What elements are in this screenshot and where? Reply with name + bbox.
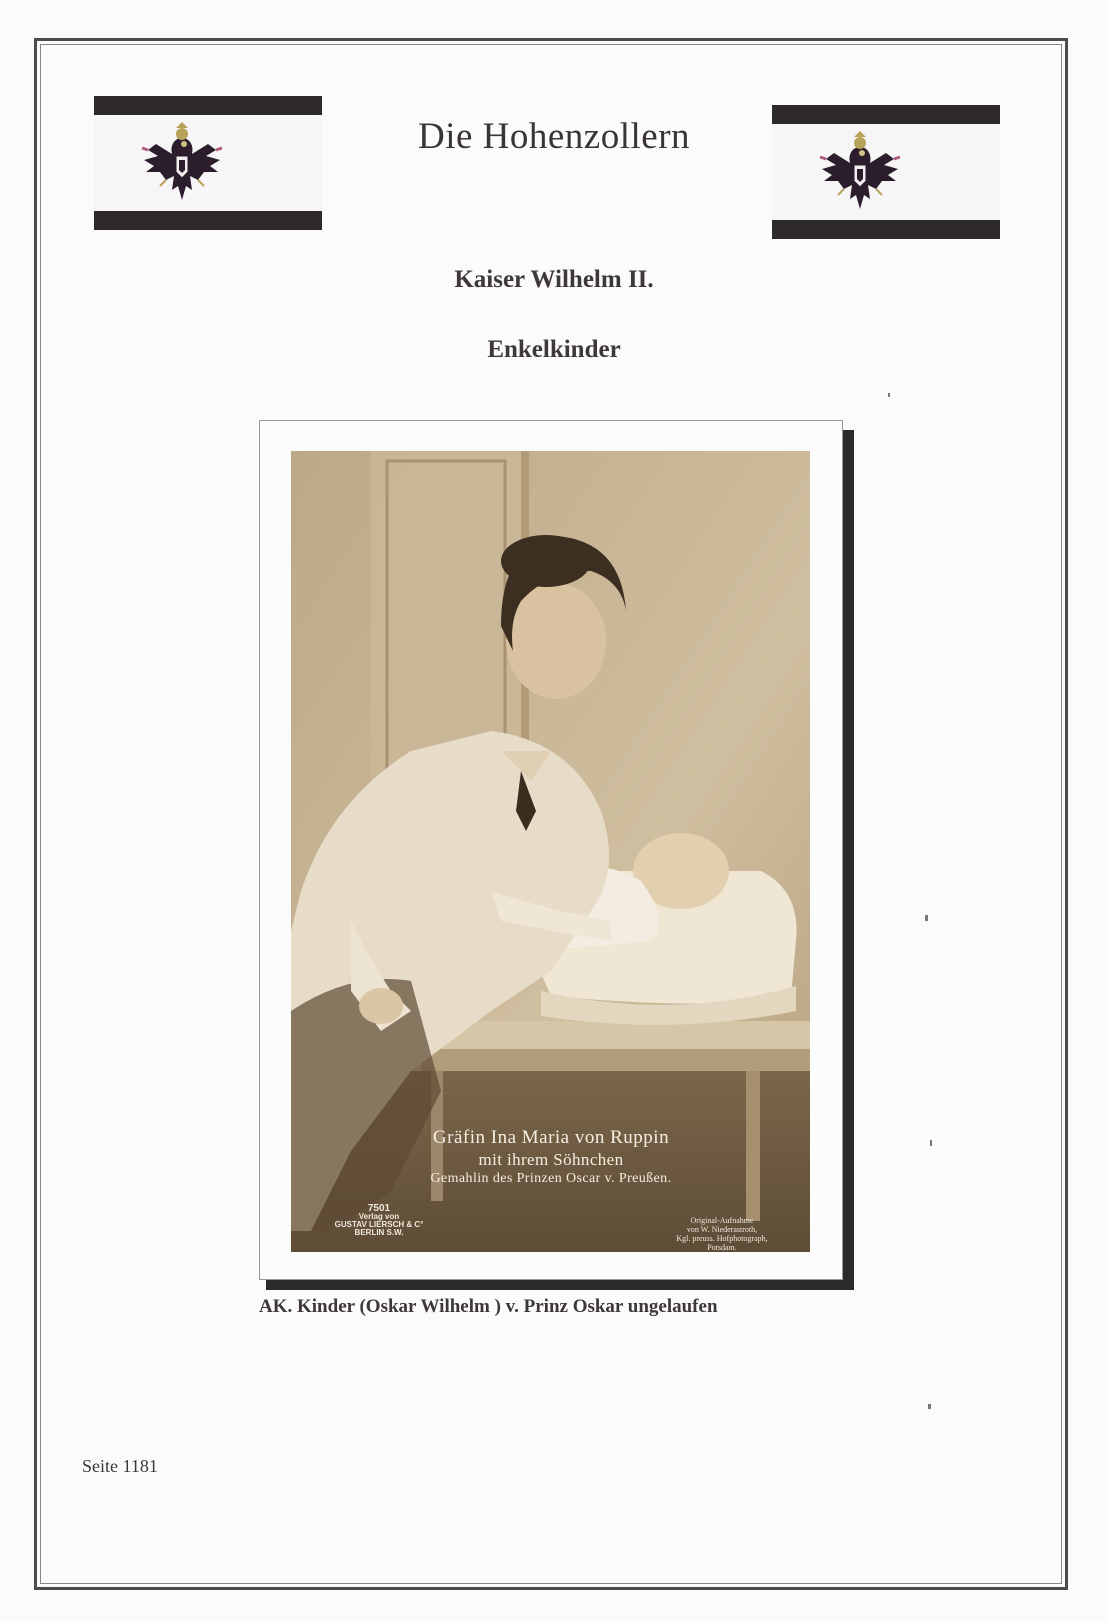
postcard-caption-name: Gräfin Ina Maria von Ruppin <box>432 1127 670 1148</box>
scan-speck <box>930 1140 932 1146</box>
scan-speck <box>925 915 928 921</box>
item-description: AK. Kinder (Oskar Wilhelm ) v. Prinz Oskar ungelaufen <box>259 1296 718 1317</box>
photographer-line: von W. Niederastroth, <box>686 1225 758 1234</box>
scan-speck <box>888 393 890 397</box>
photographer-line: Potsdam. <box>707 1243 737 1252</box>
page-title: Die Hohenzollern <box>417 116 691 157</box>
postcard-photo <box>291 451 810 1252</box>
section-subheading: Enkelkinder <box>487 336 621 363</box>
publisher-imprint <box>319 1205 439 1237</box>
flag-stripe-bottom <box>94 211 322 230</box>
flag-stripe-top <box>94 96 322 115</box>
flag-stripe-bottom <box>772 220 1000 239</box>
photographer-imprint <box>657 1216 787 1252</box>
publisher-city: BERLIN S.W. <box>354 1228 404 1237</box>
postcard-caption-relation: Gemahlin des Prinzen Oscar v. Preußen. <box>430 1171 672 1186</box>
postcard-caption-subject: mit ihrem Söhnchen <box>478 1150 624 1169</box>
section-heading: Kaiser Wilhelm II. <box>454 266 654 293</box>
photographer-line: Kgl. preuss. Hofphotograph, <box>676 1234 768 1243</box>
page-number: Seite 1181 <box>82 1456 158 1476</box>
publisher-number: 7501 <box>367 1203 391 1214</box>
publisher-line: Verlag von <box>358 1212 400 1221</box>
photographer-line: Original-Aufnahme <box>690 1216 754 1225</box>
publisher-name: GUSTAV LIERSCH & C° <box>334 1220 424 1229</box>
scan-speck <box>928 1404 931 1409</box>
